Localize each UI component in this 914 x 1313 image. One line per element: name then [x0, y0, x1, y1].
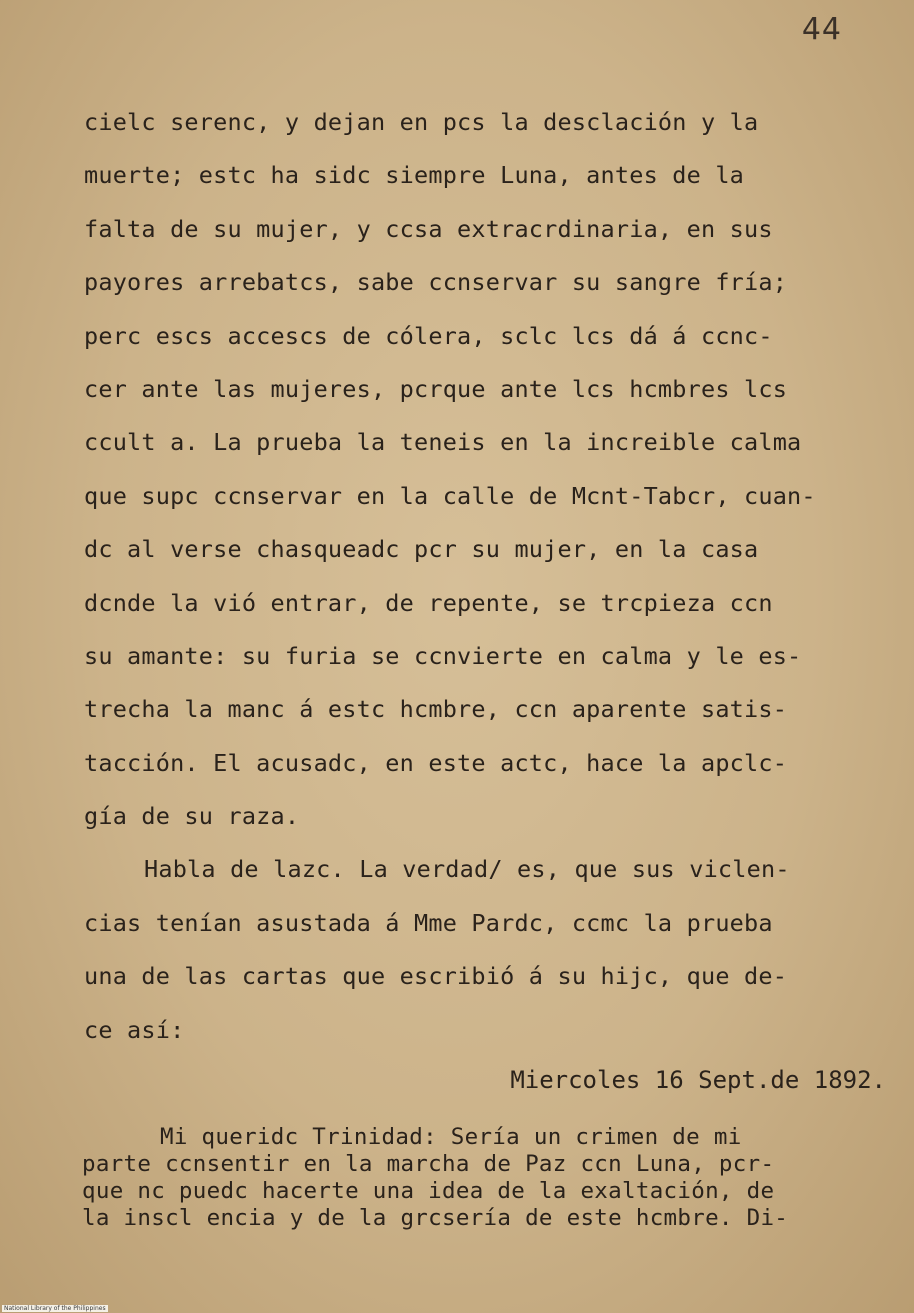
letter-dateline: Miercoles 16 Sept.de 1892.: [510, 1066, 886, 1094]
letter-line: que nc puedc hacerte una idea de la exaltación, de: [82, 1178, 775, 1204]
text-line: muerte; estc ha sidc siempre Luna, antes de la: [84, 161, 745, 190]
text-line: cer ante las mujeres, pcrque ante lcs hcmbres lcs: [84, 374, 788, 403]
text-line: ce así:: [84, 1015, 185, 1044]
quoted-letter: [82, 1124, 882, 1232]
letter-line: la inscl encia y de la grcsería de este hcmbre. Di-: [82, 1205, 789, 1231]
text-line: una de las cartas que escribió á su hijc, que de-: [84, 962, 788, 991]
text-line: perc escs accescs de cólera, sclc lcs dá á ccnc-: [84, 321, 773, 350]
text-line: falta de su mujer, y ccsa extracrdinaria, en sus: [84, 214, 773, 243]
text-line: payores arrebatcs, sabe ccnservar su sangre fría;: [84, 268, 788, 297]
text-line: Habla de lazc. La verdad/ es, que sus viclen-: [144, 855, 790, 884]
text-line: gía de su raza.: [84, 802, 300, 831]
library-credit: National Library of the Philippines: [4, 1305, 106, 1312]
text-line: dcnde la vió entrar, de repente, se trcpieza ccn: [84, 588, 773, 617]
text-line: cielc serenc, y dejan en pcs la desclación y la: [84, 108, 759, 136]
letter-line: Mi queridc Trinidad: Sería un crimen de mi: [160, 1124, 742, 1150]
text-line: dc al verse chasqueadc pcr su mujer, en la casa: [84, 535, 759, 564]
text-line: su amante: su furia se ccnvierte en calma y le es-: [84, 641, 802, 670]
letter-line: parte ccnsentir en la marcha de Paz ccn Luna, pcr-: [82, 1151, 775, 1177]
page-number: 44: [801, 12, 842, 47]
text-line: tacción. El acusadc, en este actc, hace la apclc-: [84, 748, 788, 777]
body-text: [84, 96, 874, 1057]
text-line: trecha la manc á estc hcmbre, ccn aparente satis-: [84, 695, 788, 724]
text-line: ccult a. La prueba la teneis en la increible calma: [84, 428, 802, 457]
text-line: que supc ccnservar en la calle de Mcnt-Tabcr, cuan-: [84, 481, 816, 510]
text-line: cias tenían asustada á Mme Pardc, ccmc la prueba: [84, 908, 773, 937]
